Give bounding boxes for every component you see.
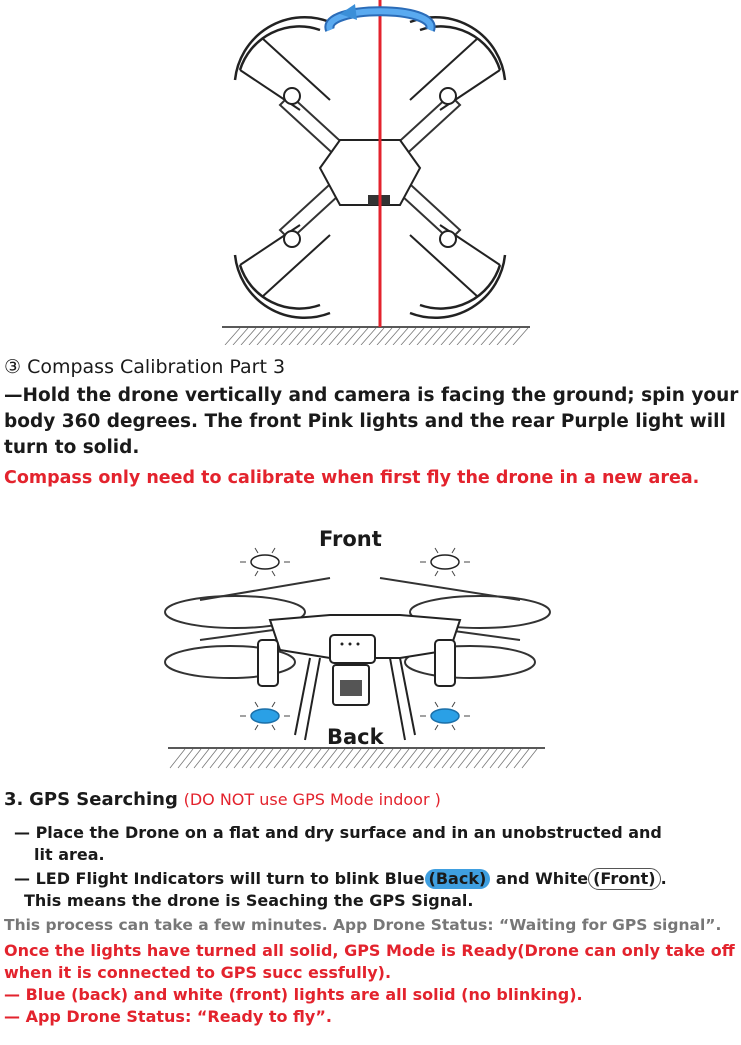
step3-title: ③ Compass Calibration Part 3 — [4, 356, 286, 378]
white-led-icon — [251, 555, 459, 569]
gps-item2-end: . — [660, 869, 667, 888]
step3-note: Compass only need to calibrate when first fly the drone in a new area. — [4, 468, 700, 488]
step3-body: —Hold the drone vertically and camera is facing the ground; spin your body 360 degrees. The front Pink lights and the rear Purple light will turn to solid. — [4, 385, 739, 458]
gps-item2 — [14, 868, 740, 890]
gps-heading — [4, 788, 740, 812]
gps-number: 3. — [4, 789, 24, 810]
gps-title: GPS Searching — [29, 789, 178, 810]
front-badge: (Front) — [588, 868, 660, 890]
gps-item2-mid: and White — [495, 869, 589, 888]
gps-item1: — Place the Drone on a flat and dry surface and in an unobstructed and — [14, 823, 662, 842]
gps-item2-pre: — LED Flight Indicators will turn to blink Blue — [14, 869, 425, 888]
gps-warning: (DO NOT use GPS Mode indoor ) — [183, 790, 441, 809]
gps-status-note: This process can take a few minutes. App Drone Status: “Waiting for GPS signal”. — [4, 916, 722, 934]
front-label: Front — [319, 527, 382, 551]
back-label: Back — [327, 725, 384, 749]
gps-ready2: — Blue (back) and white (front) lights are all solid (no blinking). — [4, 985, 583, 1004]
vertical-drone-figure — [0, 0, 741, 345]
back-badge: (Back) — [425, 869, 491, 889]
gps-item2-cont: This means the drone is Seaching the GPS Signal. — [24, 891, 474, 910]
drone-led-figure — [0, 540, 741, 780]
gps-ready1: Once the lights have turned all solid, GPS Mode is Ready(Drone can only take off when it is connected to GPS succ essfully). — [4, 941, 735, 982]
gps-ready3: — App Drone Status: “Ready to fly”. — [4, 1007, 332, 1026]
blue-led-icon — [251, 709, 459, 723]
gps-item1-cont: lit area. — [34, 845, 105, 864]
